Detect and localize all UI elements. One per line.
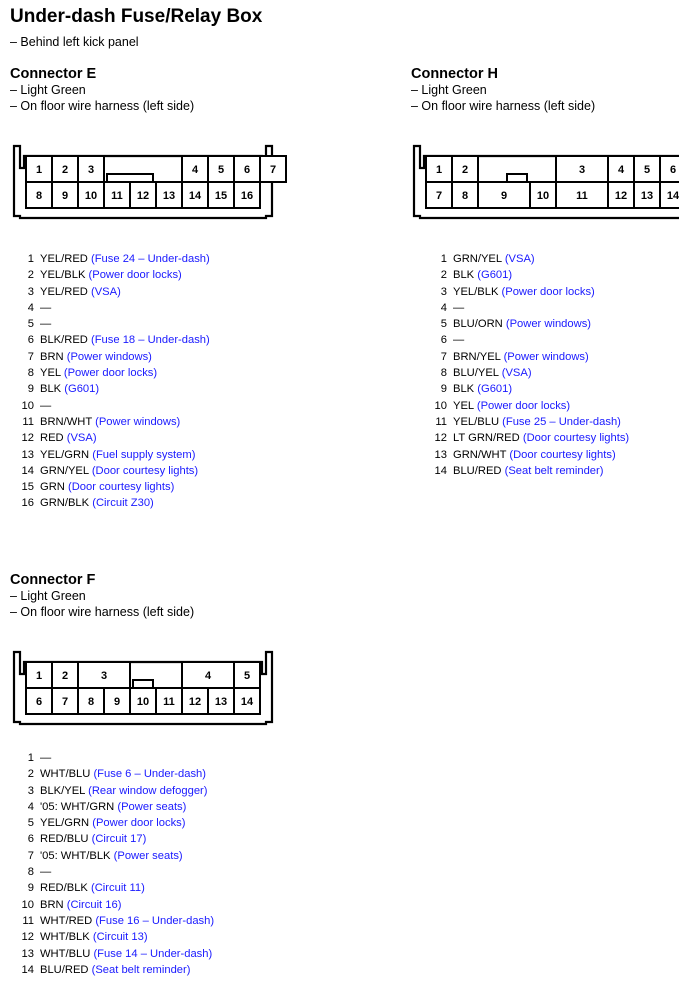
- pin-description: (Rear window defogger): [88, 784, 208, 797]
- pin-row: [14, 349, 210, 365]
- pin-row: [14, 495, 210, 511]
- pin-wire-color: WHT/BLU: [40, 768, 91, 781]
- pin-row: [427, 447, 629, 463]
- pin-wire-color: —: [40, 752, 52, 764]
- pin-cell-label: 13: [640, 190, 654, 202]
- pin-row: [427, 398, 629, 414]
- pin-row: [427, 414, 629, 430]
- connector-h-pin-list: [427, 251, 629, 479]
- pin-cell-label: 5: [643, 164, 651, 176]
- pin-cell-label: 3: [100, 670, 108, 682]
- pin-wire-color: BLU/YEL: [453, 367, 499, 380]
- pin-number: 1: [27, 752, 34, 764]
- pin-description: (Seat belt reminder): [91, 963, 191, 976]
- pin-number: 12: [21, 931, 34, 944]
- pin-description: (Fuse 16 – Under-dash): [95, 914, 215, 927]
- pin-wire-color: BRN/WHT: [40, 415, 92, 428]
- pin-number: 12: [434, 432, 447, 445]
- pin-wire-color: GRN: [40, 481, 65, 494]
- pin-row: [427, 332, 629, 348]
- pin-cell-label: 8: [87, 696, 95, 708]
- pin-number: 10: [21, 399, 34, 412]
- pin-description: (Seat belt reminder): [504, 464, 604, 477]
- pin-row: [14, 799, 214, 815]
- pin-number: 14: [21, 464, 34, 477]
- pin-description: (G601): [64, 383, 100, 396]
- pin-description: (Circuit 17): [91, 833, 147, 846]
- connector-key: [507, 174, 527, 182]
- pin-wire-color: GRN/YEL: [40, 464, 89, 477]
- pin-description: (Power door locks): [63, 367, 158, 380]
- pin-number: 7: [27, 350, 34, 363]
- pin-wire-color: YEL/BLU: [453, 415, 500, 428]
- pin-cell-label: 8: [35, 190, 43, 202]
- pin-wire-color: YEL/RED: [40, 253, 88, 265]
- pin-description: (Circuit Z30): [92, 497, 154, 510]
- pin-row: [14, 398, 210, 414]
- connector-e-diagram: [14, 146, 277, 222]
- connector-h-title: Connector H: [411, 66, 498, 82]
- pin-description: (Power windows): [505, 318, 592, 331]
- pin-row: [14, 300, 210, 316]
- connector-f-diagram: [14, 652, 272, 728]
- connector-f-header: [10, 572, 194, 620]
- pin-row: [427, 251, 629, 267]
- pin-row: [14, 962, 214, 978]
- connector-key: [107, 174, 153, 182]
- pin-row: [427, 381, 629, 397]
- connector-f-color: – Light Green: [10, 589, 86, 603]
- pin-wire-color: BLK: [453, 269, 475, 282]
- pin-number: 6: [27, 334, 34, 347]
- pin-number: 5: [27, 318, 34, 331]
- pin-description: (Fuel supply system): [92, 448, 196, 461]
- pin-cell-label: 9: [61, 190, 69, 202]
- pin-description: (Power door locks): [88, 269, 182, 282]
- pin-cell-label: 6: [669, 164, 677, 176]
- pin-cell-label: 9: [113, 696, 121, 708]
- pin-row: [14, 897, 214, 913]
- pin-number: 15: [21, 481, 34, 494]
- connector-svg: [14, 652, 272, 728]
- pin-row: [14, 880, 214, 896]
- pin-cell-label: 12: [136, 190, 150, 202]
- pin-wire-color: —: [40, 866, 52, 879]
- pin-cell-label: 11: [163, 696, 175, 708]
- pin-number: 7: [440, 350, 447, 363]
- pin-row: [14, 479, 210, 495]
- pin-description: (VSA): [90, 285, 121, 298]
- pin-cell-label: 4: [617, 164, 625, 176]
- pin-row: [427, 284, 629, 300]
- pin-wire-color: GRN/YEL: [453, 253, 502, 265]
- pin-cell-label: 8: [461, 190, 469, 202]
- pin-wire-color: BLK/RED: [40, 334, 88, 347]
- pin-description: (Power windows): [66, 350, 152, 363]
- pin-cell-label: 4: [191, 164, 199, 176]
- pin-cell-label: 4: [204, 670, 212, 682]
- pin-number: 10: [434, 399, 447, 412]
- pin-wire-color: YEL/GRN: [40, 448, 90, 461]
- pin-cell-label: 10: [136, 696, 150, 708]
- connector-e-color: – Light Green: [10, 83, 86, 97]
- pin-cell-label: 1: [435, 164, 443, 176]
- pin-cell-label: 10: [536, 190, 550, 202]
- pin-wire-color: —: [453, 334, 465, 347]
- pin-row: [14, 848, 214, 864]
- pin-row: [14, 284, 210, 300]
- connector-e-header: [10, 66, 194, 114]
- pin-number: 9: [27, 383, 34, 396]
- pin-number: 10: [21, 898, 34, 911]
- pin-wire-color: BLK: [453, 383, 475, 396]
- pin-number: 8: [27, 866, 34, 879]
- connector-h-location: – On floor wire harness (left side): [411, 99, 596, 113]
- pin-wire-color: —: [40, 301, 52, 314]
- pin-wire-color: '05: WHT/BLK: [40, 849, 111, 862]
- pin-number: 4: [440, 301, 447, 314]
- pin-row: [14, 766, 214, 782]
- pin-number: 1: [27, 253, 34, 265]
- pin-row: [14, 946, 214, 962]
- pin-number: 3: [27, 784, 34, 797]
- pin-row: [14, 831, 214, 847]
- pin-cell-label: 15: [214, 190, 228, 202]
- pin-description: (Power seats): [117, 800, 187, 813]
- pin-row: [14, 365, 210, 381]
- pin-cell-label: 6: [243, 164, 251, 176]
- pin-wire-color: —: [40, 318, 52, 331]
- pin-wire-color: BLU/ORN: [453, 318, 503, 331]
- pin-row: [14, 430, 210, 446]
- pin-number: 14: [21, 963, 34, 976]
- pin-description: (Fuse 14 – Under-dash): [93, 947, 213, 960]
- connector-e-title: Connector E: [10, 66, 97, 82]
- pin-number: 2: [440, 269, 447, 282]
- pin-number: 5: [27, 817, 34, 830]
- connector-svg: [414, 146, 679, 222]
- pin-row: [14, 316, 210, 332]
- pin-description: (Power door locks): [476, 399, 571, 412]
- pin-cell-label: 10: [84, 190, 98, 202]
- pin-row: [14, 750, 214, 766]
- pin-cell-label: 14: [240, 696, 254, 708]
- connector-f-title: Connector F: [10, 572, 96, 588]
- pin-number: 3: [27, 285, 34, 298]
- pin-number: 11: [22, 914, 34, 927]
- pin-row: [14, 332, 210, 348]
- pin-cell-label: 14: [188, 190, 202, 202]
- pin-wire-color: BRN: [40, 350, 64, 363]
- pin-wire-color: —: [40, 399, 52, 412]
- pin-cell-label: 7: [61, 696, 69, 708]
- pin-row: [14, 815, 214, 831]
- pin-description: (Circuit 11): [90, 882, 145, 895]
- pin-cell-label: 7: [435, 190, 443, 202]
- pin-number: 13: [21, 947, 34, 960]
- pin-description: (Power windows): [503, 350, 589, 363]
- pin-cell-label: 2: [61, 670, 69, 682]
- connector-e-location: – On floor wire harness (left side): [10, 99, 195, 113]
- pin-number: 12: [21, 432, 34, 445]
- pin-cell-label: 11: [576, 190, 588, 202]
- pin-description: (Fuse 18 – Under-dash): [90, 334, 210, 347]
- page-title: Under-dash Fuse/Relay Box: [10, 6, 263, 27]
- pin-row: [14, 414, 210, 430]
- pin-wire-color: BRN/YEL: [453, 350, 501, 363]
- pin-description: (G601): [477, 383, 513, 396]
- pin-cell-label: 3: [87, 164, 95, 176]
- pin-number: 9: [27, 882, 34, 895]
- pin-number: 11: [435, 415, 447, 428]
- pin-description: (G601): [477, 269, 513, 282]
- pin-row: [427, 463, 629, 479]
- pin-number: 8: [27, 367, 34, 380]
- pin-wire-color: LT GRN/RED: [453, 432, 520, 445]
- pin-description: (Door courtesy lights): [522, 432, 630, 445]
- pin-description: (VSA): [504, 253, 535, 265]
- pin-description: (Door courtesy lights): [67, 481, 175, 494]
- pin-row: [14, 864, 214, 880]
- pin-number: 9: [440, 383, 447, 396]
- pin-row: [14, 251, 210, 267]
- pin-number: 13: [434, 448, 447, 461]
- pin-number: 14: [434, 464, 447, 477]
- connector-h-color: – Light Green: [411, 83, 487, 97]
- connector-h-diagram: [414, 146, 679, 222]
- pin-cell-label: 1: [35, 164, 43, 176]
- pin-wire-color: RED: [40, 432, 64, 445]
- pin-row: [427, 430, 629, 446]
- connector-e-pin-list: [14, 251, 210, 512]
- pin-description: (Circuit 13): [92, 931, 148, 944]
- pin-wire-color: YEL/RED: [40, 285, 88, 298]
- pin-wire-color: BLU/RED: [40, 963, 89, 976]
- pin-number: 4: [27, 301, 34, 314]
- pin-wire-color: YEL/BLK: [40, 269, 86, 282]
- pin-description: (VSA): [66, 432, 97, 445]
- pin-number: 7: [27, 849, 34, 862]
- pin-row: [14, 463, 210, 479]
- pin-description: (Fuse 6 – Under-dash): [93, 768, 207, 781]
- pin-row: [427, 365, 629, 381]
- page-subtitle: – Behind left kick panel: [10, 35, 139, 49]
- pin-wire-color: BLK: [40, 383, 62, 396]
- pin-cell-label: 2: [61, 164, 69, 176]
- pin-cell-label: 9: [500, 190, 508, 202]
- pin-cell-label: 14: [666, 190, 679, 202]
- pin-cell-label: 16: [240, 190, 254, 202]
- pin-wire-color: BRN: [40, 898, 64, 911]
- pin-cell-label: 2: [461, 164, 469, 176]
- connector-f-location: – On floor wire harness (left side): [10, 605, 195, 619]
- pin-number: 13: [21, 448, 34, 461]
- pin-row: [14, 913, 214, 929]
- pin-description: (Door courtesy lights): [91, 464, 199, 477]
- pin-cell-label: 7: [269, 164, 277, 176]
- pin-wire-color: BLK/YEL: [40, 784, 85, 797]
- pin-cell-label: 1: [35, 670, 43, 682]
- pin-row: [14, 267, 210, 283]
- pin-description: (Door courtesy lights): [509, 448, 616, 461]
- pin-number: 5: [440, 318, 447, 331]
- pin-number: 16: [21, 497, 34, 510]
- pin-cell-label: 5: [243, 670, 251, 682]
- pin-description: (Power door locks): [92, 817, 186, 830]
- pin-row: [427, 349, 629, 365]
- pin-number: 6: [27, 833, 34, 846]
- pin-row: [14, 929, 214, 945]
- pin-cell-label: 6: [35, 696, 43, 708]
- pin-description: (Fuse 25 – Under-dash): [502, 415, 621, 428]
- pin-number: 2: [27, 269, 34, 282]
- pin-wire-color: YEL/GRN: [40, 817, 90, 830]
- pin-cell-label: 3: [578, 164, 586, 176]
- pin-cell-label: 12: [614, 190, 628, 202]
- pin-cell-label: 12: [188, 696, 202, 708]
- pin-number: 4: [27, 800, 34, 813]
- pin-row: [14, 447, 210, 463]
- pin-row: [14, 381, 210, 397]
- pin-number: 8: [440, 367, 447, 380]
- pin-wire-color: WHT/BLU: [40, 947, 91, 960]
- pin-description: (Circuit 16): [66, 898, 122, 911]
- pin-number: 3: [440, 285, 447, 298]
- pin-cell-label: 13: [162, 190, 176, 202]
- pin-wire-color: WHT/RED: [40, 914, 93, 927]
- pin-wire-color: WHT/BLK: [40, 931, 90, 944]
- pin-description: (Power door locks): [501, 285, 595, 298]
- pin-number: 1: [440, 253, 447, 265]
- pin-number: 6: [440, 334, 447, 347]
- connector-svg: [14, 146, 277, 222]
- pin-description: (Power windows): [95, 415, 181, 428]
- pin-row: [427, 300, 629, 316]
- pin-wire-color: GRN/WHT: [453, 448, 507, 461]
- pin-row: [14, 783, 214, 799]
- connector-f-pin-list: [14, 750, 214, 978]
- pin-row: [427, 316, 629, 332]
- pin-wire-color: RED/BLK: [40, 882, 88, 895]
- pin-description: (Power seats): [113, 849, 183, 862]
- pin-description: (VSA): [501, 367, 532, 380]
- pin-cell-label: 13: [214, 696, 228, 708]
- pin-wire-color: YEL/BLK: [453, 285, 499, 298]
- connector-h-header: [411, 66, 595, 114]
- pin-cell-label: 5: [217, 164, 225, 176]
- pin-wire-color: YEL: [40, 367, 61, 380]
- pin-number: 11: [22, 415, 34, 428]
- pin-wire-color: YEL: [453, 399, 474, 412]
- pin-number: 2: [27, 768, 34, 781]
- pin-wire-color: BLU/RED: [453, 464, 502, 477]
- pin-wire-color: —: [453, 301, 465, 314]
- connector-key: [133, 680, 153, 688]
- pin-cell-label: 11: [111, 190, 123, 202]
- pin-wire-color: RED/BLU: [40, 833, 89, 846]
- pin-wire-color: GRN/BLK: [40, 497, 90, 510]
- pin-row: [427, 267, 629, 283]
- pin-wire-color: '05: WHT/GRN: [40, 800, 115, 813]
- pin-description: (Fuse 24 – Under-dash): [90, 253, 210, 265]
